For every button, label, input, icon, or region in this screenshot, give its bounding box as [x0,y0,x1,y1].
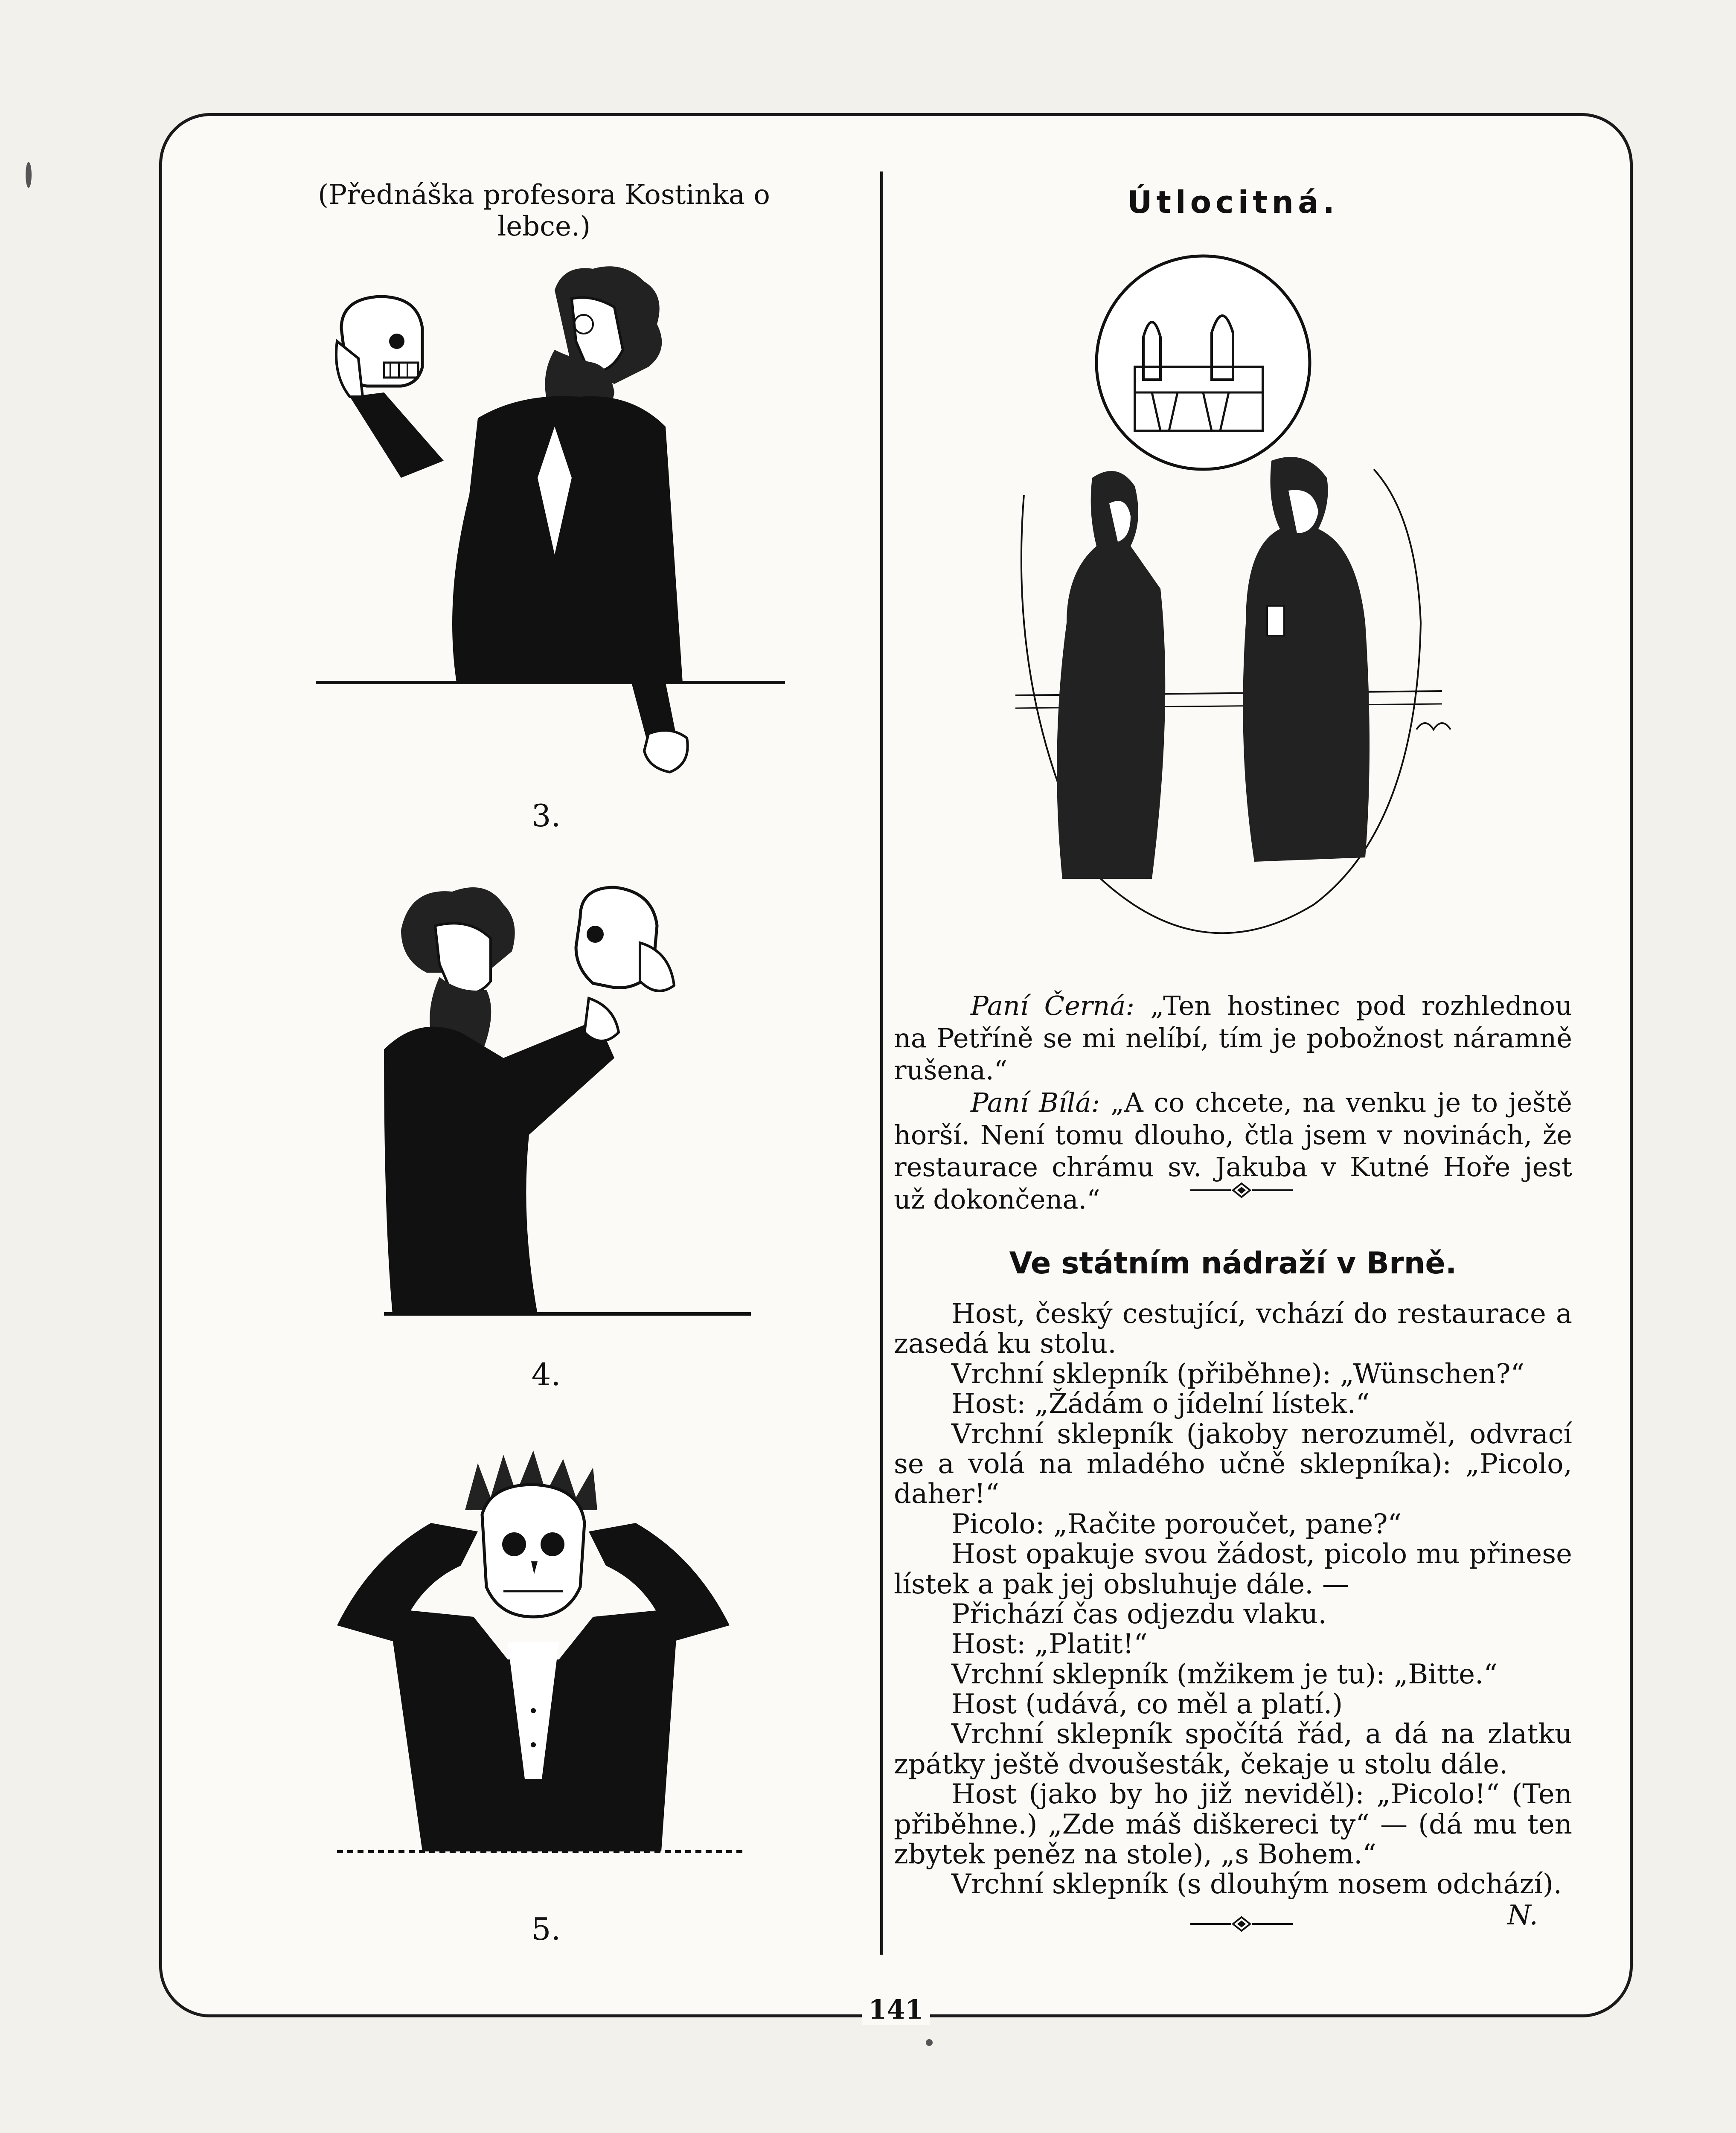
article-title: Ve státním nádraží v Brně. [1009,1246,1457,1281]
panel-number: 4. [531,1357,561,1392]
dialogue-line: Vrchní sklepník spočítá řád, a dá na zlatku zpátky ještě dvoušesták, čekaje u stolu dále. [894,1718,1572,1780]
dialogue-line: Host opakuje svou žádost, picolo mu přinese lístek a pak jej obsluhuje dále. — [894,1538,1572,1600]
diamond-ornament-icon [1190,1182,1293,1199]
professor-holding-skull-illustration [316,256,794,802]
two-women-talking-illustration [990,239,1472,964]
panel-number: 5. [531,1911,561,1947]
dialogue-block-2 [894,1299,1572,1931]
panel-number: 3. [531,798,561,834]
dialogue-text: „Ten hostinec pod rozhlednou na Petříně se mi nelíbí, tím je pobožnost náramně rušena.“ [894,990,1572,1086]
column-divider [880,171,883,1955]
professor-examining-skull-illustration [375,879,768,1318]
speaker-name: Paní Bílá: [971,1087,1100,1118]
dialogue-line: Vrchní sklepník (jakoby nerozuměl, odvrací se a volá na mladého učně sklepníka): „Picolo, daher!“ [894,1418,1572,1510]
dialogue-text: „A co chcete, na venku je to ještě horší. Není tomu dlouho, čtla jsem v novinách, že restaurace chrámu sv. Jakuba v Kutné Hoře jest už dokončena.“ [894,1087,1572,1215]
author-signature: N. [1507,1899,1538,1931]
article-title: Útlocitná. [1127,184,1339,220]
paper-speck [26,162,32,188]
dialogue-line: Picolo: „Račite poroučet, pane?“ [951,1508,1402,1540]
dialogue-line: Host (udává, co měl a platí.) [951,1688,1343,1720]
dialogue-line: Host: „Žádám o jídelní lístek.“ [951,1388,1370,1420]
speaker-name: Paní Černá: [971,990,1135,1021]
page-number: 141 [862,1994,930,2025]
dialogue-line: Přichází čas odjezdu vlaku. [951,1598,1327,1630]
dialogue-line: Host, český cestující, vchází do restaurace a zasedá ku stolu. [894,1298,1572,1360]
paper-speck [926,2039,933,2046]
dialogue-line: Host: „Platit!“ [951,1628,1148,1660]
dialogue-line: Vrchní sklepník (s dlouhým nosem odchází). [951,1869,1562,1901]
dialogue-paragraph [894,990,1572,1087]
dialogue-line: Vrchní sklepník (mžikem je tu): „Bitte.“ [951,1658,1498,1690]
lecture-caption: (Přednáška profesora Kostinka o lebce.) [318,179,770,242]
dialogue-line: Vrchní sklepník (přiběhne): „Wünschen?“ [951,1358,1525,1390]
diamond-ornament-icon [1190,1915,1293,1932]
skull-faced-figure-illustration [337,1446,747,1856]
dialogue-line: Host (jako by ho již neviděl): „Picolo!“ (Ten přiběhne.) „Zde máš diškereci ty“ — (dá mu ten zbytek peněz na stole), „s Bohem.“ [894,1778,1572,1871]
